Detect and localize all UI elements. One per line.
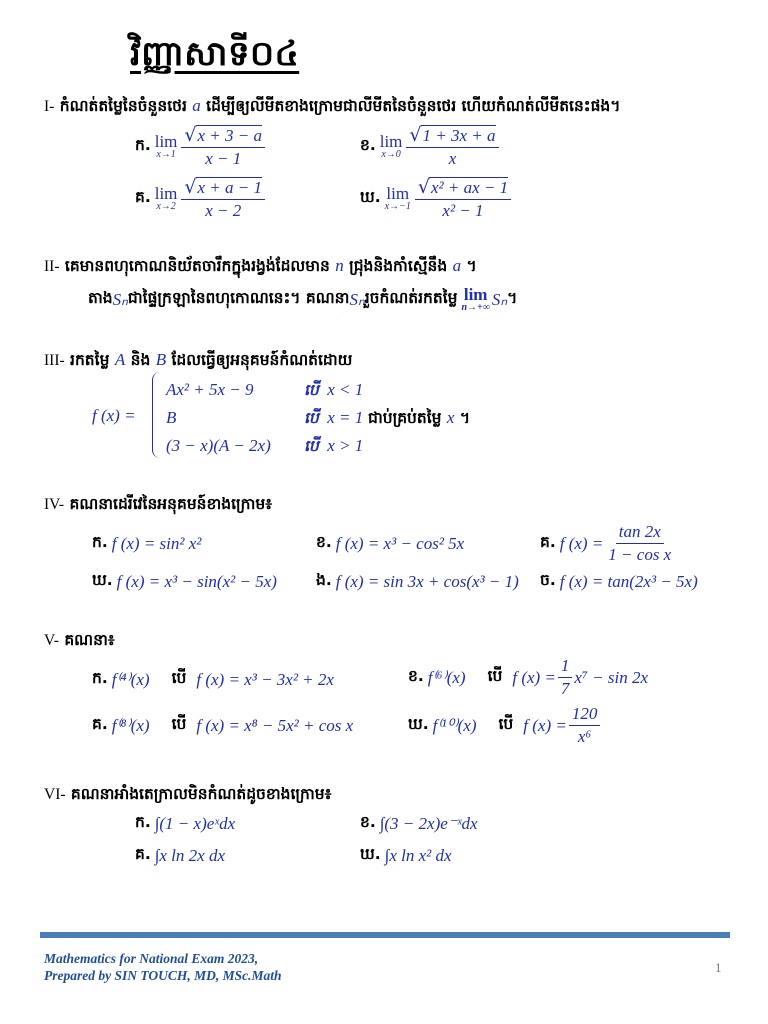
lim-sub: x→0 (381, 149, 401, 160)
section-2-text: ។ (507, 289, 518, 307)
section-4-text: គណនាដេរីវេនៃអនុគមន៍ខាងក្រោម៖ (64, 495, 273, 513)
math-expr: f (x) = sin 3x + cos(x³ − 1) (335, 571, 519, 591)
lim-word: lim (154, 184, 178, 203)
integral-item-d (360, 844, 452, 867)
section-4-heading (44, 494, 272, 517)
lim-word: lim (154, 132, 178, 151)
frac-denominator: 1 − cos x (608, 545, 672, 564)
math-expr: f (x) = (523, 715, 567, 735)
item-label: ខ. (360, 136, 376, 154)
math-expr: f⁽⁴⁾(x) (111, 669, 150, 689)
var-sn: Sₙ (491, 289, 508, 309)
case-expr: B (166, 408, 177, 427)
math-expr: ∫x ln 2x dx (154, 845, 226, 865)
if-word: បើ (171, 715, 187, 733)
math-expr: f (x) = (512, 667, 556, 687)
math-expr: f⁽⁶⁾(x) (427, 667, 466, 687)
limit-item-d: ឃ. lim x→−1 $\frac{\text{√x² + ax − 1}}{\text{x² − 1}}$ (360, 176, 513, 221)
limit-item-c: គ. lim x→2 $\frac{√x + a - 1}{x - 2}$ (135, 176, 267, 221)
item-label: ឃ. (360, 188, 381, 206)
derivative-item-b (316, 532, 464, 555)
section-1-var: a (192, 96, 201, 115)
item-label: គ. (135, 188, 151, 206)
section-2-text: តាង (88, 289, 113, 307)
item-label: ឃ. (92, 571, 113, 589)
section-6-number: VI- (44, 786, 66, 803)
case-cond: x < 1 (327, 380, 364, 399)
item-label: ខ. (360, 813, 376, 831)
math-expr: f (x) = x³ − 3x² + 2x (196, 669, 334, 689)
frac-numerator: 120 (569, 704, 601, 726)
section-3-number: III- (44, 352, 65, 369)
lim-word: lim (386, 184, 410, 203)
frac-numerator: x² + ax − 1 (430, 178, 509, 197)
frac-numerator: x + a − 1 (197, 178, 263, 197)
var-B: B (155, 350, 167, 369)
item-label: គ. (92, 715, 108, 733)
section-3-tail (368, 408, 470, 431)
math-expr: f (x) = sin² x² (111, 533, 202, 553)
math-expr: ∫x ln x² dx (384, 845, 452, 865)
page-number: 1 (715, 960, 722, 975)
limit-item-b: ខ. lim x→0 $\frac{√1 + 3x + a}{x}$ (360, 124, 501, 169)
frac-numerator: 1 + 3x + a (422, 126, 496, 145)
integral-item-a (135, 812, 235, 835)
frac-denominator: x − 2 (205, 201, 242, 220)
section-3-text: និង (125, 351, 156, 369)
derivative-item-a (92, 532, 201, 555)
section-1-number: I- (44, 98, 55, 115)
case-cond-row (304, 380, 363, 403)
section-2-text: ។ (461, 257, 477, 275)
section-3-text: ។ (454, 409, 471, 427)
if-word: បើ (487, 667, 503, 685)
footer-credits (44, 950, 282, 984)
piecewise-lhs: f (x) = (92, 406, 136, 425)
item-label: ក. (135, 813, 151, 831)
item-label: ឃ. (360, 845, 381, 863)
derivative-item-d (92, 570, 277, 593)
math-expr: f (x) = x⁸ − 5x² + cos x (196, 715, 354, 735)
math-expr: ∫(3 − 2x)e⁻ˣdx (379, 813, 478, 833)
integral-item-c (135, 844, 225, 867)
frac-denominator: x⁶ (577, 727, 592, 746)
section-6-text: គណនាអាំងតេក្រាលមិនកំណត់ដូចខាងក្រោម៖ (65, 785, 332, 803)
if-word: បើ (498, 715, 514, 733)
var-sn: Sₙ (112, 289, 128, 309)
case-cond-row (304, 408, 363, 431)
item-label: ខ. (408, 667, 424, 685)
section-3-heading (44, 350, 352, 373)
item-label: ង. (316, 571, 332, 589)
section-3-text: រកតម្លៃ (64, 351, 115, 369)
lim-sub: n→+∞ (461, 302, 490, 313)
footer-line-1: Mathematics for National Exam 2023, (44, 951, 259, 966)
section-5-heading (44, 630, 115, 653)
math-expr: f (x) = (559, 533, 604, 553)
section-2-line-2 (88, 286, 517, 313)
section-2-text: គេមានពហុកោណនិយ័តចារឹកក្នុងរង្វង់ដែលមាន (59, 257, 336, 275)
footer-line-2: Prepared by SIN TOUCH, MD, MSc.Math (44, 968, 282, 983)
item-label: ក. (92, 669, 108, 687)
math-expr: f⁽¹⁰⁾(x) (432, 715, 477, 735)
derivative-item-c (540, 522, 676, 565)
section-2-text: រួចកំណត់រកតម្លៃ (364, 289, 458, 307)
higher-derivative-item-b (408, 656, 648, 699)
footer-divider (40, 932, 730, 938)
lim-sub: x→−1 (384, 201, 411, 212)
if-word: បើ (171, 669, 187, 687)
math-expr: f (x) = x³ − sin(x² − 5x) (116, 571, 277, 591)
case-expr: Ax² + 5x − 9 (166, 380, 254, 399)
if-word: បើ (304, 438, 319, 455)
section-3-text: ជាប់គ្រប់តម្លៃ (368, 409, 447, 427)
item-label: ក. (135, 136, 151, 154)
section-1-heading (44, 96, 621, 119)
lim-sub: x→1 (156, 149, 176, 160)
frac-denominator: x² − 1 (442, 201, 484, 220)
section-1-text2: ដើម្បីឲ្យលីមីតខាងក្រោមជាលីមីតនៃចំនួនថេរ ហើយកំណត់លីមីតនេះផង។ (200, 97, 621, 115)
case-cond: x > 1 (327, 436, 364, 455)
frac-denominator: x (448, 149, 457, 168)
lim-sub: x→2 (156, 201, 176, 212)
math-expr: f (x) = tan(2x³ − 5x) (559, 571, 698, 591)
higher-derivative-item-d (408, 704, 602, 747)
item-label: ច. (540, 571, 556, 589)
derivative-item-f (540, 570, 698, 593)
math-expr: f (x) = x³ − cos² 5x (335, 533, 465, 553)
section-2-text: ជាផ្ទៃក្រឡានៃពហុកោណនេះ។ គណនា (127, 289, 350, 307)
if-word: បើ (304, 410, 319, 427)
item-label: គ. (540, 533, 556, 551)
section-4-number: IV- (44, 496, 65, 513)
section-6-heading (44, 784, 331, 807)
frac-numerator: tan 2x (616, 522, 664, 544)
section-5-text: គណនា៖ (58, 631, 115, 649)
section-1-text: កំណត់តម្លៃនៃចំនួនថេរ (54, 97, 193, 115)
higher-derivative-item-a (92, 668, 334, 691)
piecewise-brace (152, 372, 163, 458)
var-A: A (114, 350, 126, 369)
lim-word: lim (463, 285, 488, 304)
var-a: a (452, 256, 462, 275)
frac-denominator: 7 (560, 679, 570, 698)
higher-derivative-item-c (92, 714, 353, 737)
integral-item-b (360, 812, 478, 835)
item-label: ក. (92, 533, 108, 551)
derivative-item-e (316, 570, 519, 593)
math-expr: f⁽⁸⁾(x) (111, 715, 150, 735)
section-3-text: ដែលធ្វើឲ្យអនុគមន៍កំណត់ដោយ (166, 351, 353, 369)
var-x: x (446, 408, 455, 427)
case-cond-row (304, 436, 363, 459)
page-title: វិញ្ញាសាទី០៤ (130, 34, 300, 74)
section-2-text: ជ្រុងនិងកាំស្មើនឹង (343, 257, 453, 275)
case-expr: (3 − x)(A − 2x) (166, 436, 271, 455)
limit-item-a: ក. lim x→1 $\frac{√x + 3 - a}{x - 1}$ (135, 124, 267, 169)
frac-numerator: x + 3 − a (197, 126, 263, 145)
frac-denominator: x − 1 (205, 149, 242, 168)
item-label: គ. (135, 845, 151, 863)
lim-word: lim (379, 132, 403, 151)
var-sn: Sₙ (349, 289, 365, 309)
if-word: បើ (304, 382, 319, 399)
math-expr: ∫(1 − x)eˣdx (154, 813, 236, 833)
case-cond: x = 1 (327, 408, 364, 427)
item-label: ឃ. (408, 715, 429, 733)
frac-numerator: 1 (558, 656, 573, 678)
math-expr: x⁷ − sin 2x (574, 667, 648, 687)
section-5-number: V- (44, 632, 59, 649)
section-2-number: II- (44, 258, 60, 275)
var-n: n (335, 256, 344, 275)
section-2-heading (44, 256, 477, 279)
item-label: ខ. (316, 533, 332, 551)
